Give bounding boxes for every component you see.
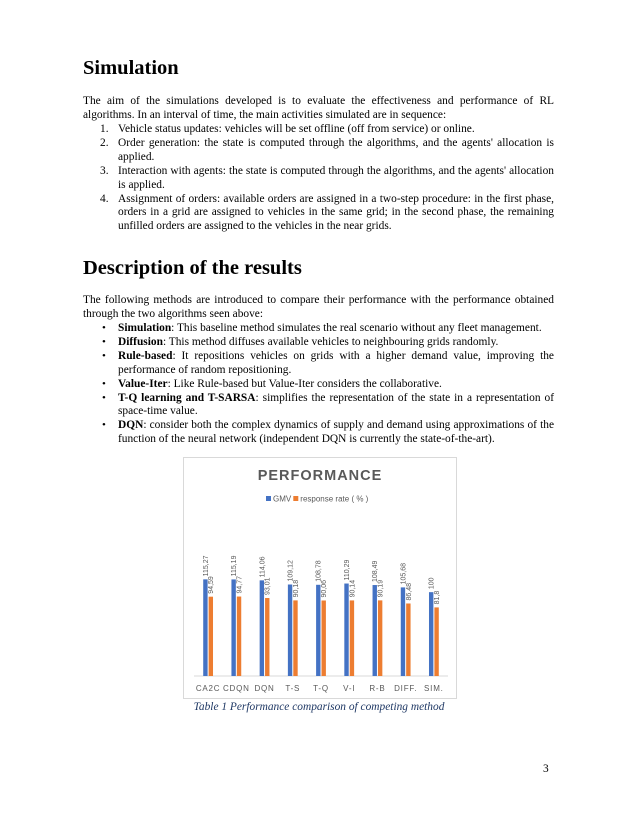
bar <box>378 600 382 676</box>
method-item <box>83 336 554 350</box>
data-label: 115,19 <box>231 555 239 577</box>
performance-chart-svg <box>184 458 456 698</box>
section-title-results: Description of the results <box>83 257 302 279</box>
data-label: 108,78 <box>315 560 323 582</box>
data-label: 100 <box>428 577 436 590</box>
method-desc: : simplifies the representation of the state in a representation of space-time value. <box>118 391 555 418</box>
data-label: 93,01 <box>264 577 272 596</box>
method-item <box>83 322 554 336</box>
data-label: 94,59 <box>208 576 216 594</box>
data-label: 94,77 <box>236 576 244 594</box>
method-item <box>83 378 554 392</box>
figure-caption: Table 1 Performance comparison of competing method <box>193 701 445 713</box>
step-text: Interaction with agents: the state is computed through the algorithms, and the agents' allocation is applied. <box>118 164 554 191</box>
simulation-step <box>83 137 554 165</box>
data-label: 86,48 <box>405 582 413 601</box>
bar <box>429 592 433 676</box>
results-intro: The following methods are introduced to compare their performance with the performance obtained through the two algorithms seen above: <box>83 294 554 320</box>
bar <box>373 585 377 676</box>
method-desc: : It repositions vehicles on grids with a higher demand value, improving the performance of random repositioning. <box>118 349 554 376</box>
step-number: 2. <box>100 136 109 149</box>
bar <box>434 607 438 676</box>
data-label: 114,06 <box>259 556 267 578</box>
data-label: 81,8 <box>433 590 441 605</box>
data-label: 90,18 <box>292 579 300 598</box>
legend-swatch <box>266 496 271 501</box>
step-number: 3. <box>100 164 109 177</box>
data-label: 115,27 <box>202 555 210 577</box>
legend-swatch <box>293 496 298 501</box>
simulation-step <box>83 165 554 193</box>
method-name: Diffusion <box>118 335 163 348</box>
method-name: Value-Iter <box>118 377 168 390</box>
data-label: 90,19 <box>377 579 385 598</box>
step-text: Vehicle status updates: vehicles will be set offline (off from service) or online. <box>118 123 475 135</box>
method-desc: : This baseline method simulates the real scenario without any fleet management. <box>171 322 542 334</box>
x-tick-label: R-B <box>369 684 386 693</box>
bullet-icon: • <box>102 419 106 432</box>
x-tick-label: DIFF. <box>394 684 418 693</box>
x-tick-label: V-I <box>343 684 356 693</box>
method-name: Rule-based <box>118 349 173 362</box>
x-tick-label: CDQN <box>222 684 250 693</box>
bar <box>231 579 235 676</box>
x-tick-label: SIM. <box>424 684 444 693</box>
bar <box>406 603 410 676</box>
performance-chart <box>183 457 457 699</box>
method-item <box>83 392 554 420</box>
simulation-step <box>83 123 554 137</box>
simulation-steps-list <box>83 123 554 234</box>
simulation-step <box>83 193 554 235</box>
data-label: 109,12 <box>287 560 295 582</box>
bullet-icon: • <box>102 391 106 404</box>
method-name: DQN <box>118 419 144 432</box>
x-tick-label: T-Q <box>313 684 329 693</box>
bar <box>322 600 326 676</box>
method-item <box>83 419 554 447</box>
methods-list <box>83 322 554 447</box>
chart-title: PERFORMANCE <box>257 468 383 484</box>
step-text: Assignment of orders: available orders are assigned in a two-step procedure: in the first phase, orders in a grid are assigned to vehicles in the same grid; in the second phase, the remaining unfilled orders are assigned to the vehicles in the near grids. <box>118 192 554 233</box>
legend-label: response rate ( % ) <box>300 494 369 504</box>
method-desc: : consider both the complex dynamics of supply and demand using approximations of the function of the neural network (independent DQN is currently the state-of-the-art). <box>118 419 554 446</box>
method-desc: : This method diffuses available vehicles to neighbouring grids randomly. <box>162 335 499 348</box>
step-text: Order generation: the state is computed through the algorithms, and the agents' allocation is applied. <box>118 136 554 163</box>
step-number: 1. <box>100 123 109 135</box>
bar <box>260 580 264 676</box>
bullet-icon: • <box>102 377 106 390</box>
method-item <box>83 350 554 378</box>
bar <box>401 587 405 676</box>
bullet-icon: • <box>102 322 106 334</box>
method-name: T-Q learning and T-SARSA <box>118 391 256 404</box>
bar <box>293 600 297 676</box>
bar <box>265 598 269 676</box>
bar <box>316 585 320 676</box>
data-label: 90,14 <box>349 579 357 598</box>
data-label: 90,06 <box>321 579 329 598</box>
page-number: 3 <box>543 763 549 775</box>
simulation-intro: The aim of the simulations developed is to evaluate the effectiveness and performance of RL algorithms. In an interval of time, the main activities simulated are in sequence: <box>83 95 554 121</box>
bar <box>203 579 207 676</box>
data-label: 105,68 <box>400 562 408 585</box>
data-label: 110,29 <box>343 559 351 581</box>
method-desc: : Like Rule-based but Value-Iter considers the collaborative. <box>167 377 442 390</box>
bar <box>350 600 354 676</box>
x-tick-label: T-S <box>285 684 301 693</box>
bullet-icon: • <box>102 349 106 362</box>
bullet-icon: • <box>102 335 106 348</box>
bar <box>209 597 213 676</box>
legend-label: GMV <box>273 494 292 504</box>
step-number: 4. <box>100 192 109 205</box>
x-tick-label: CA2C <box>195 684 221 693</box>
data-label: 108,49 <box>372 560 380 583</box>
section-title-simulation: Simulation <box>83 57 179 79</box>
bar <box>237 597 241 676</box>
bar <box>344 584 348 676</box>
method-name: Simulation <box>118 322 172 334</box>
x-tick-label: DQN <box>254 684 275 693</box>
bar <box>288 585 292 676</box>
